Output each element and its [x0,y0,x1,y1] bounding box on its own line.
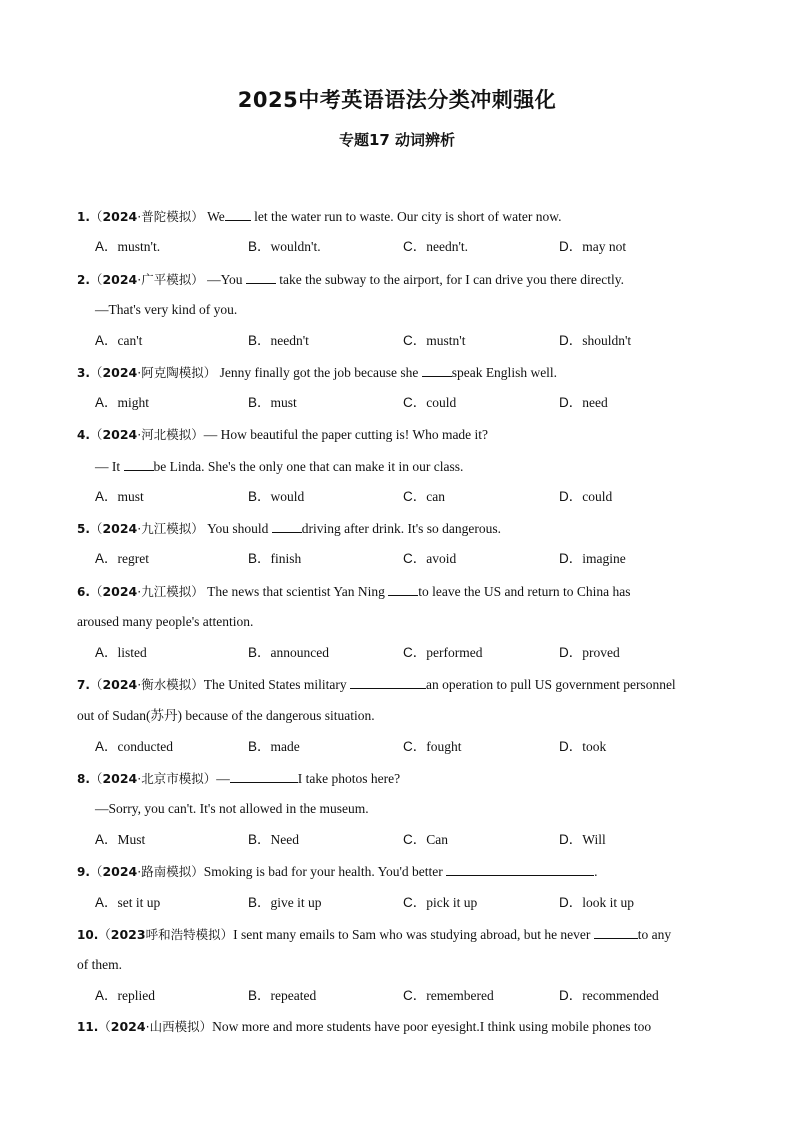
option-c[interactable]: C．avoid [403,551,457,566]
option-a[interactable]: A．can't [95,333,143,348]
question-stem: We [207,209,225,224]
question-stem: Now more and more students have poor eyesight.I think using mobile phones too [212,1019,652,1034]
question-number: 6. [77,585,90,599]
option-d[interactable]: D．proved [559,645,620,660]
question-source: （2024·阿克陶模拟） [89,365,217,380]
question-number: 8. [77,772,90,786]
option-c[interactable]: C．performed [403,645,483,660]
question-stem: — [216,771,230,786]
question-number: 3. [77,366,90,380]
question-stem-end: let the water run to waste. Our city is short of water now. [254,209,562,224]
option-c[interactable]: C．could [403,395,457,410]
question-source: （2023呼和浩特模拟） [98,927,234,942]
question-6 [77,582,630,601]
option-b[interactable]: B．give it up [248,895,322,910]
question-2-continued: —That's very kind of you. [95,302,238,317]
question-3 [77,363,557,382]
question-stem: You should [207,521,269,536]
option-d[interactable]: D．Will [559,832,606,847]
option-c[interactable]: C．mustn't [403,333,466,348]
answer-blank[interactable] [446,862,594,876]
option-c[interactable]: C．Can [403,832,448,847]
answer-blank[interactable] [422,363,452,377]
question-number: 2. [77,273,90,287]
question-stem-end: an operation to pull US government personnel [425,677,676,692]
question-number: 1. [77,210,90,224]
question-5 [77,519,501,538]
question-stem: Jenny finally got the job because she [219,365,419,380]
option-d[interactable]: D．took [559,739,607,754]
option-a[interactable]: A．Must [95,832,146,847]
answer-blank[interactable] [388,582,418,596]
question-stem-end: take the subway to the airport, for I can drive you there directly. [279,272,625,287]
question-7-continued: out of Sudan(苏丹) because of the dangerous situation. [77,708,375,723]
question-stem: The news that scientist Yan Ning [207,584,385,599]
option-b[interactable]: B．announced [248,645,329,660]
question-10-continued: of them. [77,957,122,972]
question-stem-end: to leave the US and return to China has [418,584,631,599]
option-b[interactable]: B．repeated [248,988,317,1003]
option-c[interactable]: C．pick it up [403,895,478,910]
option-a[interactable]: A．mustn't. [95,239,161,254]
option-b[interactable]: B．must [248,395,297,410]
question-1 [77,207,561,226]
option-b[interactable]: B．finish [248,551,302,566]
answer-blank[interactable] [230,769,298,783]
option-d[interactable]: D．look it up [559,895,635,910]
question-4 [77,426,488,444]
question-source: （2024·九江模拟） [89,584,204,599]
answer-blank[interactable] [225,207,251,221]
option-d[interactable]: D．shouldn't [559,333,632,348]
question-7 [77,675,676,694]
option-a[interactable]: A．set it up [95,895,161,910]
option-b[interactable]: B．Need [248,832,299,847]
question-6-continued: aroused many people's attention. [77,614,254,629]
question-number: 9. [77,865,90,879]
question-source: （2024·路南模拟） [89,864,204,879]
question-source: （2024·普陀模拟） [89,209,204,224]
question-2 [77,270,624,289]
option-d[interactable]: D．need [559,395,608,410]
question-stem: —You [207,272,243,287]
answer-blank[interactable] [350,675,426,689]
question-number: 10. [77,928,99,942]
question-source: （2024·河北模拟） [89,427,204,442]
answer-blank[interactable] [124,457,154,471]
option-c[interactable]: C．remembered [403,988,494,1003]
question-stem-end: . [594,864,598,879]
answer-blank[interactable] [272,519,302,533]
question-9 [77,862,598,881]
question-11 [77,1018,651,1036]
option-b[interactable]: B．made [248,739,300,754]
option-a[interactable]: A．must [95,489,144,504]
option-c[interactable]: C．can [403,489,445,504]
answer-blank[interactable] [246,270,276,284]
question-stem: The United States military [203,677,347,692]
option-a[interactable]: A．might [95,395,150,410]
question-stem: Smoking is bad for your health. You'd better [203,864,443,879]
question-8 [77,769,400,788]
question-stem: I sent many emails to Sam who was studying abroad, but he never [233,927,591,942]
question-stem-end: I take photos here? [297,771,401,786]
option-a[interactable]: A．conducted [95,739,173,754]
option-b[interactable]: B．wouldn't. [248,239,321,254]
option-c[interactable]: C．fought [403,739,462,754]
answer-blank[interactable] [594,925,638,939]
question-stem-end: to any [637,927,672,942]
page-title: 2025中考英语语法分类冲刺强化 [237,88,557,112]
option-b[interactable]: B．would [248,489,305,504]
option-a[interactable]: A．regret [95,551,149,566]
question-10 [77,925,671,944]
question-number: 7. [77,678,90,692]
question-source: （2024·山西模拟） [98,1019,213,1034]
option-d[interactable]: D．recommended [559,988,659,1003]
question-source: （2024·九江模拟） [89,521,204,536]
option-c[interactable]: C．needn't. [403,239,469,254]
question-number: 11. [77,1020,99,1034]
question-number: 5. [77,522,90,536]
question-source: （2024·衡水模拟） [89,677,204,692]
option-d[interactable]: D．could [559,489,613,504]
question-4-continued: — It be Linda. She's the only one that can make it in our class. [95,459,464,474]
option-d[interactable]: D．may not [559,239,627,254]
question-stem: — How beautiful the paper cutting is! Who made it? [203,427,489,442]
option-b[interactable]: B．needn't [248,333,309,348]
question-stem-end: speak English well. [451,365,558,380]
question-source: （2024·广平模拟） [89,272,204,287]
question-number: 4. [77,428,90,442]
option-a[interactable]: A．listed [95,645,147,660]
question-8-continued: —Sorry, you can't. It's not allowed in the museum. [95,801,369,816]
page-subtitle: 专题17 动词辨析 [338,131,456,149]
question-stem-end: driving after drink. It's so dangerous. [301,521,502,536]
option-a[interactable]: A．replied [95,988,155,1003]
option-d[interactable]: D．imagine [559,551,626,566]
question-source: （2024·北京市模拟） [89,771,217,786]
